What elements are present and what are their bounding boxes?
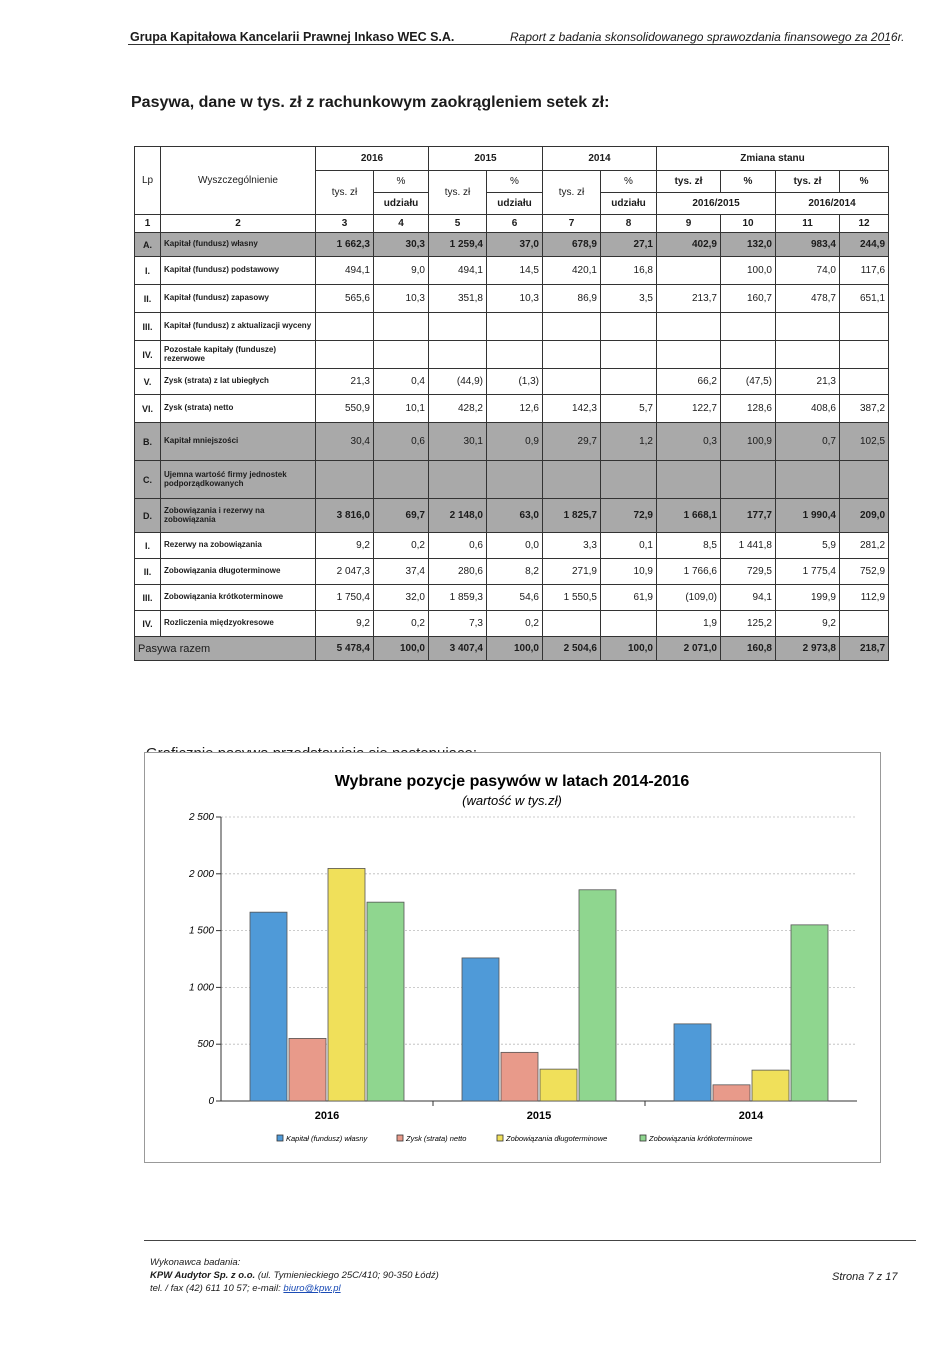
change-header: Zmiana stanu: [657, 147, 889, 171]
row-value: 7,3: [429, 611, 487, 637]
col-name-header: Wyszczególnienie: [161, 147, 316, 215]
row-lp: VI.: [135, 395, 161, 423]
bar: [250, 912, 287, 1101]
total-label: Pasywa razem: [135, 637, 316, 661]
row-value: 565,6: [316, 285, 374, 313]
row-value: 1 550,5: [543, 585, 601, 611]
row-value: [601, 611, 657, 637]
pct-header: %: [721, 171, 776, 193]
row-value: 61,9: [601, 585, 657, 611]
row-value: [721, 313, 776, 341]
row-value: 128,6: [721, 395, 776, 423]
row-name: Zysk (strata) z lat ubiegłych: [161, 369, 316, 395]
column-number: 6: [487, 215, 543, 233]
row-value: 494,1: [316, 257, 374, 285]
row-value: 117,6: [840, 257, 889, 285]
row-value: 86,9: [543, 285, 601, 313]
row-value: 0,7: [776, 423, 840, 461]
bar: [579, 890, 616, 1101]
udzialu-header: udziału: [601, 193, 657, 215]
footer-email-link[interactable]: biuro@kpw.pl: [283, 1283, 341, 1294]
row-value: 1 259,4: [429, 233, 487, 257]
row-value: 9,0: [374, 257, 429, 285]
total-value: 5 478,4: [316, 637, 374, 661]
y-tick-label: 1 000: [188, 982, 214, 994]
row-value: [543, 369, 601, 395]
row-lp: II.: [135, 285, 161, 313]
row-value: [601, 461, 657, 499]
row-value: 281,2: [840, 533, 889, 559]
row-value: 651,1: [840, 285, 889, 313]
row-value: 125,2: [721, 611, 776, 637]
bar: [289, 1038, 326, 1101]
row-value: 10,1: [374, 395, 429, 423]
bar: [540, 1069, 577, 1101]
row-value: 1 990,4: [776, 499, 840, 533]
row-value: [840, 369, 889, 395]
legend-label: Zysk (strata) netto: [406, 1134, 467, 1143]
footer-auditor-label: Wykonawca badania:: [150, 1257, 241, 1268]
row-value: 30,4: [316, 423, 374, 461]
footer-contact: [150, 1283, 341, 1294]
row-name: Ujemna wartość firmy jednostek podporządkowanych: [161, 461, 316, 499]
section-title: Pasywa, dane w tys. zł z rachunkowym zaokrągleniem setek zł:: [131, 94, 610, 111]
row-value: 37,0: [487, 233, 543, 257]
bar: [367, 902, 404, 1101]
row-value: (109,0): [657, 585, 721, 611]
row-value: 72,9: [601, 499, 657, 533]
bar: [791, 925, 828, 1101]
row-value: 3,5: [601, 285, 657, 313]
column-number: 10: [721, 215, 776, 233]
table-row: [135, 585, 889, 611]
row-value: 1 766,6: [657, 559, 721, 585]
row-lp: IV.: [135, 611, 161, 637]
header-divider: [128, 44, 890, 45]
row-value: 132,0: [721, 233, 776, 257]
udzialu-header: udziału: [487, 193, 543, 215]
column-number: 8: [601, 215, 657, 233]
row-value: 8,5: [657, 533, 721, 559]
y-tick-label: 2 000: [188, 868, 214, 880]
row-value: [316, 341, 374, 369]
row-value: 213,7: [657, 285, 721, 313]
row-value: [776, 341, 840, 369]
cmp-2016-2015-header: 2016/2015: [657, 193, 776, 215]
row-value: 408,6: [776, 395, 840, 423]
column-number: 9: [657, 215, 721, 233]
row-value: 478,7: [776, 285, 840, 313]
page-number: Strona 7 z 17: [832, 1271, 898, 1283]
tys-header: tys. zł: [316, 171, 374, 215]
row-value: 0,0: [487, 533, 543, 559]
row-lp: A.: [135, 233, 161, 257]
tys-header: tys. zł: [543, 171, 601, 215]
column-number: 7: [543, 215, 601, 233]
row-value: 0,2: [374, 533, 429, 559]
row-value: [601, 341, 657, 369]
table-row: [135, 533, 889, 559]
row-name: Zobowiązania długoterminowe: [161, 559, 316, 585]
row-value: 122,7: [657, 395, 721, 423]
table-row: [135, 257, 889, 285]
row-lp: IV.: [135, 341, 161, 369]
legend-swatch: [397, 1135, 403, 1141]
row-value: [657, 313, 721, 341]
y-tick-label: 0: [208, 1096, 214, 1107]
row-name: Zysk (strata) netto: [161, 395, 316, 423]
row-value: 199,9: [776, 585, 840, 611]
row-value: 271,9: [543, 559, 601, 585]
row-value: 102,5: [840, 423, 889, 461]
row-value: 428,2: [429, 395, 487, 423]
row-value: 10,3: [487, 285, 543, 313]
year-2015-header: 2015: [429, 147, 543, 171]
row-value: [487, 313, 543, 341]
row-lp: C.: [135, 461, 161, 499]
table-row: [135, 499, 889, 533]
row-lp: III.: [135, 585, 161, 611]
row-value: 142,3: [543, 395, 601, 423]
row-value: 0,2: [487, 611, 543, 637]
total-value: 2 071,0: [657, 637, 721, 661]
row-value: 0,6: [374, 423, 429, 461]
row-value: 729,5: [721, 559, 776, 585]
row-value: 2 148,0: [429, 499, 487, 533]
row-value: 66,2: [657, 369, 721, 395]
liabilities-table: [134, 146, 889, 661]
row-value: 550,9: [316, 395, 374, 423]
row-value: 177,7: [721, 499, 776, 533]
table-row: [135, 369, 889, 395]
chart-frame: [144, 752, 881, 1163]
row-value: 0,4: [374, 369, 429, 395]
bar: [501, 1052, 538, 1101]
year-2016-header: 2016: [316, 147, 429, 171]
footer-divider: [144, 1240, 916, 1241]
row-value: 3 816,0: [316, 499, 374, 533]
x-tick-label: 2015: [526, 1110, 552, 1122]
row-value: [601, 369, 657, 395]
row-value: 402,9: [657, 233, 721, 257]
row-value: 387,2: [840, 395, 889, 423]
row-lp: III.: [135, 313, 161, 341]
row-value: 9,2: [316, 533, 374, 559]
row-name: Pozostałe kapitały (fundusze) rezerwowe: [161, 341, 316, 369]
row-value: 30,3: [374, 233, 429, 257]
row-value: 10,9: [601, 559, 657, 585]
row-value: 1 441,8: [721, 533, 776, 559]
pct-header: %: [374, 171, 429, 193]
row-value: 0,3: [657, 423, 721, 461]
legend-swatch: [497, 1135, 503, 1141]
legend-swatch: [277, 1135, 283, 1141]
row-name: Zobowiązania i rezerwy na zobowiązania: [161, 499, 316, 533]
row-value: 29,7: [543, 423, 601, 461]
row-value: 27,1: [601, 233, 657, 257]
table-row: [135, 233, 889, 257]
column-number: 11: [776, 215, 840, 233]
total-value: 2 973,8: [776, 637, 840, 661]
row-value: (1,3): [487, 369, 543, 395]
row-value: [776, 461, 840, 499]
year-2014-header: 2014: [543, 147, 657, 171]
row-value: [776, 313, 840, 341]
row-value: 74,0: [776, 257, 840, 285]
bar: [328, 868, 365, 1101]
row-value: 94,1: [721, 585, 776, 611]
y-tick-label: 500: [197, 1039, 214, 1051]
row-lp: I.: [135, 533, 161, 559]
bar: [674, 1024, 711, 1101]
row-value: [543, 611, 601, 637]
header-report-title: Raport z badania skonsolidowanego sprawozdania finansowego za 2016r.: [510, 30, 905, 44]
row-value: [374, 461, 429, 499]
row-value: (47,5): [721, 369, 776, 395]
row-lp: I.: [135, 257, 161, 285]
row-name: Rezerwy na zobowiązania: [161, 533, 316, 559]
legend-swatch: [640, 1135, 646, 1141]
row-value: [316, 313, 374, 341]
total-value: 160,8: [721, 637, 776, 661]
table-row: [135, 285, 889, 313]
column-number: 5: [429, 215, 487, 233]
row-value: 10,3: [374, 285, 429, 313]
row-value: 9,2: [776, 611, 840, 637]
row-value: 1 750,4: [316, 585, 374, 611]
row-name: Kapitał (fundusz) podstawowy: [161, 257, 316, 285]
tys-header: tys. zł: [429, 171, 487, 215]
row-value: [543, 341, 601, 369]
total-value: 100,0: [601, 637, 657, 661]
row-value: [657, 257, 721, 285]
row-value: (44,9): [429, 369, 487, 395]
col-lp-header: Lp: [135, 147, 161, 215]
row-value: 16,8: [601, 257, 657, 285]
y-tick-label: 1 500: [188, 925, 214, 937]
row-name: Kapitał (fundusz) zapasowy: [161, 285, 316, 313]
bar-chart: [145, 753, 880, 1162]
row-value: 1,9: [657, 611, 721, 637]
row-value: [840, 461, 889, 499]
legend-label: Kapitał (fundusz) własny: [286, 1134, 368, 1143]
table-row: [135, 423, 889, 461]
row-value: 69,7: [374, 499, 429, 533]
total-value: 218,7: [840, 637, 889, 661]
row-value: 14,5: [487, 257, 543, 285]
row-name: Rozliczenia międzyokresowe: [161, 611, 316, 637]
row-value: 21,3: [316, 369, 374, 395]
table-row: [135, 341, 889, 369]
row-value: 3,3: [543, 533, 601, 559]
cmp-2016-2014-header: 2016/2014: [776, 193, 889, 215]
footer-auditor-address: (ul. Tymienieckiego 25C/410; 90-350 Łódź): [255, 1270, 439, 1281]
row-lp: V.: [135, 369, 161, 395]
row-value: 2 047,3: [316, 559, 374, 585]
row-value: 1 775,4: [776, 559, 840, 585]
row-lp: D.: [135, 499, 161, 533]
table-row: [135, 313, 889, 341]
total-value: 2 504,6: [543, 637, 601, 661]
bar: [713, 1085, 750, 1101]
row-value: 1 859,3: [429, 585, 487, 611]
row-value: 209,0: [840, 499, 889, 533]
row-value: [374, 341, 429, 369]
tys-header: tys. zł: [657, 171, 721, 193]
row-value: [543, 461, 601, 499]
row-value: [840, 611, 889, 637]
column-number: 3: [316, 215, 374, 233]
row-value: 112,9: [840, 585, 889, 611]
row-lp: B.: [135, 423, 161, 461]
x-tick-label: 2014: [738, 1110, 764, 1122]
pct-header: %: [840, 171, 889, 193]
row-value: [487, 341, 543, 369]
table-row: [135, 461, 889, 499]
table-row: [135, 395, 889, 423]
footer-auditor-name: KPW Audytor Sp. z o.o.: [150, 1270, 256, 1281]
x-tick-label: 2016: [314, 1110, 340, 1122]
row-value: 12,6: [487, 395, 543, 423]
row-value: 21,3: [776, 369, 840, 395]
row-value: 0,9: [487, 423, 543, 461]
row-value: 420,1: [543, 257, 601, 285]
row-value: 1 668,1: [657, 499, 721, 533]
row-value: 32,0: [374, 585, 429, 611]
row-value: 100,0: [721, 257, 776, 285]
row-value: [374, 313, 429, 341]
y-tick-label: 2 500: [188, 812, 214, 823]
row-value: 494,1: [429, 257, 487, 285]
bar: [752, 1070, 789, 1101]
total-value: 3 407,4: [429, 637, 487, 661]
row-value: [429, 461, 487, 499]
row-value: 0,1: [601, 533, 657, 559]
row-lp: II.: [135, 559, 161, 585]
row-value: [487, 461, 543, 499]
row-value: 678,9: [543, 233, 601, 257]
row-value: 0,2: [374, 611, 429, 637]
row-value: 1 825,7: [543, 499, 601, 533]
row-value: 1,2: [601, 423, 657, 461]
row-value: [721, 461, 776, 499]
row-value: [429, 313, 487, 341]
table-row: [135, 559, 889, 585]
pct-header: %: [487, 171, 543, 193]
row-value: 983,4: [776, 233, 840, 257]
total-value: 100,0: [374, 637, 429, 661]
row-value: 280,6: [429, 559, 487, 585]
header-company: Grupa Kapitałowa Kancelarii Prawnej Inkaso WEC S.A.: [130, 30, 455, 44]
row-value: [657, 461, 721, 499]
row-name: Kapitał mniejszości: [161, 423, 316, 461]
total-value: 100,0: [487, 637, 543, 661]
row-value: 1 662,3: [316, 233, 374, 257]
row-name: Kapitał (fundusz) własny: [161, 233, 316, 257]
row-value: [543, 313, 601, 341]
row-value: 9,2: [316, 611, 374, 637]
row-value: 30,1: [429, 423, 487, 461]
row-value: [657, 341, 721, 369]
udzialu-header: udziału: [374, 193, 429, 215]
row-value: 5,9: [776, 533, 840, 559]
footer-phone: tel. / fax (42) 611 10 57; e-mail:: [150, 1283, 284, 1294]
pct-header: %: [601, 171, 657, 193]
row-value: 351,8: [429, 285, 487, 313]
row-value: 5,7: [601, 395, 657, 423]
row-value: [429, 341, 487, 369]
tys-header: tys. zł: [776, 171, 840, 193]
row-value: 8,2: [487, 559, 543, 585]
row-value: 63,0: [487, 499, 543, 533]
legend-label: Zobowiązania długoterminowe: [506, 1134, 608, 1143]
row-value: [316, 461, 374, 499]
row-name: Zobowiązania krótkoterminowe: [161, 585, 316, 611]
column-number: 1: [135, 215, 161, 233]
row-value: 752,9: [840, 559, 889, 585]
column-number: 4: [374, 215, 429, 233]
chart-subtitle: (wartość w tys.zł): [462, 793, 562, 808]
row-value: 54,6: [487, 585, 543, 611]
chart-title: Wybrane pozycje pasywów w latach 2014-2016: [334, 773, 690, 790]
row-value: [840, 313, 889, 341]
row-value: 160,7: [721, 285, 776, 313]
bar: [462, 958, 499, 1101]
row-value: [721, 341, 776, 369]
row-value: 0,6: [429, 533, 487, 559]
row-value: 100,9: [721, 423, 776, 461]
footer-auditor: [150, 1270, 439, 1281]
legend-label: Zobowiązania krótkoterminowe: [649, 1134, 753, 1143]
column-number: 12: [840, 215, 889, 233]
table-row: [135, 611, 889, 637]
row-value: 244,9: [840, 233, 889, 257]
column-number: 2: [161, 215, 316, 233]
total-row: [135, 637, 889, 661]
row-value: 37,4: [374, 559, 429, 585]
row-value: [601, 313, 657, 341]
row-value: [840, 341, 889, 369]
row-name: Kapitał (fundusz) z aktualizacji wyceny: [161, 313, 316, 341]
